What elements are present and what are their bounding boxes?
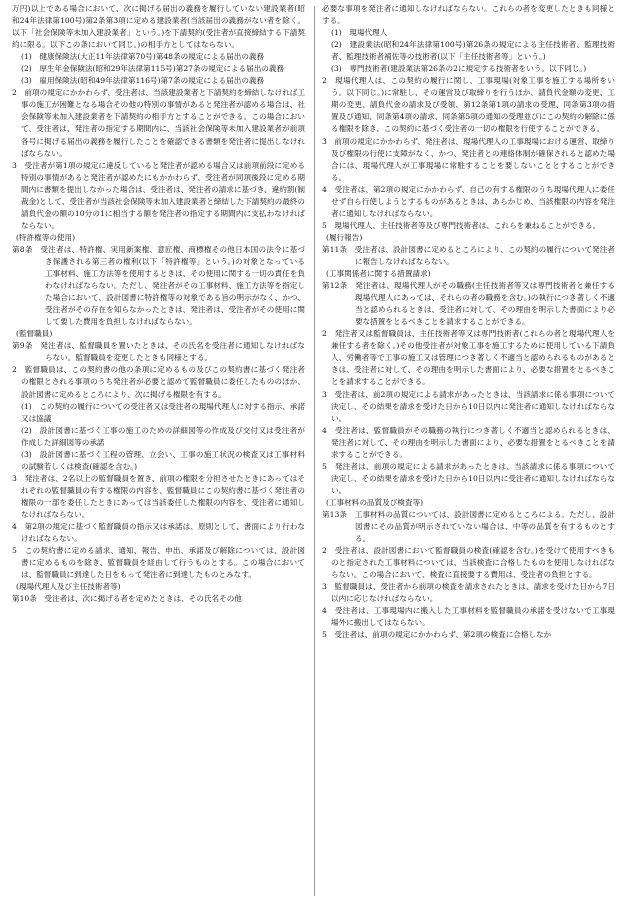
clause-paragraph: 3 監督職員は、受注者から前項の検査を請求されたときは、請求を受けた日から7日以内に応じなければならない。	[322, 582, 615, 604]
clause-paragraph: 3 受注者が第1項の規定に違反していると発注者が認める場合又は前項前段に定める特別の事情があると発注者が認めたにもかかわらず、受注者が同項後段に定める期間内に書類を提出しなかった場合は、受注者は、発注者の請求に基づき、違約罰(制裁金)として、受注者が当該社会保険等未加入建設業者と締結した下請契約の最終の請負代金の額の10分の1に相当する額を発注者の指定する期間内に支払わなければならない。	[12, 160, 305, 230]
list-item: (2) 厚生年金保険法(昭和29年法律第115号)第27条の規定による届出の義務	[21, 64, 285, 74]
article-paragraph: 第11条 受注者は、設計図書に定めるところにより、この契約の履行について発注者に報告しなければならない。	[322, 244, 615, 266]
list-item: (3) 設計図書に基づく工程の管理、立会い、工事の施工状況の検査又は工事材料の試験若しくは検査(確認を含む。)	[21, 449, 305, 471]
clause-paragraph: 2 監督職員は、この契約書の他の条項に定めるもの及びこの契約書に基づく発注者の権限とされる事項のうち発注者が必要と認めて監督職員に委任したもののほか、設計図書に定めるところにより、次に掲げる権限を有する。	[12, 365, 305, 399]
article-paragraph: 第12条 発注者は、現場代理人がその職務(主任技術者等又は専門技術者と兼任する現場代理人にあっては、それらの者の職務を含む。)の執行につき著しく不適当と認められるときは、受注者に対して、その理由を明示した書面により必要な措置をとるべきことを請求することができる。	[322, 281, 615, 327]
section-heading: (現場代理人及び主任技術者等)	[16, 582, 121, 592]
clause-paragraph: 5 現場代理人、主任技術者等及び専門技術者は、これらを兼ねることができる。	[322, 220, 601, 230]
list-item: (3) 専門技術者(建設業法第26条の2に規定する技術者をいう。以下同じ。)	[331, 64, 587, 74]
list-item: (1) 健康保険法(大正11年法律第70号)第48条の規定による届出の義務	[21, 52, 265, 62]
article-paragraph: 第13条 工事材料の品質については、設計図書に定めるところによる。ただし、設計図書にその品質が明示されていない場合は、中等の品質を有するものとする。	[322, 509, 615, 544]
article-paragraph: 第8条 受注者は、特許権、実用新案権、意匠権、商標権その他日本国の法令に基づき保護される第三者の権利(以下「特許権等」という。)の対象となっている工事材料、施工方法等を使用するときは、その使用に関する一切の責任を負わなければならない。ただし、発注者がその工事材料、施工方法等を指定した場合において、設計図書に特許権等の対象である旨の明示がなく、かつ、受注者がその存在を知らなかったときは、発注者は、受注者がその使用に関して要した費用を負担しなければならない。	[12, 244, 305, 327]
article-paragraph: 第10条 受注者は、次に掲げる者を定めたときは、その氏名その他	[12, 594, 242, 604]
clause-paragraph: 3 発注者は、2名以上の監督職員を置き、前項の権限を分担させたときにあってはそれぞれの監督職員の有する権限の内容を、監督職員にこの契約書に基づく発注者の権限の一部を委任したときにあっては当該委任した権限の内容を、受注者に通知しなければならない。	[12, 473, 305, 519]
article-paragraph: 第9条 発注者は、監督職員を置いたときは、その氏名を受注者に通知しなければならない。監督職員を変更したときも同様とする。	[12, 341, 305, 363]
clause-paragraph: 4 第2項の規定に基づく監督職員の指示又は承諾は、原則として、書面により行わなければならない。	[12, 522, 305, 544]
clause-paragraph: 2 前項の規定にかかわらず、受注者は、当該建設業者と下請契約を締結しなければ工事の施工が困難となる場合その他の特別の事情があると発注者が認める場合は、社会保険等未加入建設業者を下請契約の相手方とすることができる。この場合において、受注者は、発注者の指定する期間内に、当該社会保険等未加入建設業者が前項各号に掲げる届出の義務を履行したことを確認できる書類を発注者に提出しなければならない。	[12, 88, 305, 158]
section-heading: (工事材料の品質及び検査等)	[326, 497, 424, 507]
clause-paragraph: 4 受注者は、監督職員がその職務の執行につき著しく不適当と認められるときは、発注者に対して、その理由を明示した書面により、必要な措置をとるべきことを請求することができる。	[322, 425, 615, 459]
clause-paragraph: 2 受注者は、設計図書において監督職員の検査(確認を含む。)を受けて使用すべきものと指定された工事材料については、当該検査に合格したものを使用しなければならない。この場合において、検査に直接要する費用は、受注者の負担とする。	[322, 546, 615, 580]
list-item: (3) 雇用保険法(昭和49年法律第116号)第7条の規定による届出の義務	[21, 76, 265, 86]
section-heading: (工事関係者に関する措置請求)	[326, 269, 431, 279]
section-heading: (特許権等の使用)	[16, 232, 76, 242]
clause-paragraph: 3 前項の規定にかかわらず、発注者は、現場代理人の工事現場における運営、取締り及び権限の行使に支障がなく、かつ、発注者との連絡体制が確保されると認めた場合には、現場代理人が工事現場に常駐することを要しないこととすることができる。	[322, 136, 615, 182]
clause-paragraph: 5 この契約書に定める請求、通知、報告、申出、承諾及び解除については、設計図書に定めるものを除き、監督職員を経由して行うものとする。この場合においては、監督職員に到達した日をもって発注者に到達したものとみなす。	[12, 546, 305, 580]
list-item: (1) この契約の履行についての受注者又は受注者の現場代理人に対する指示、承諾又は協議	[21, 401, 305, 423]
list-item: (2) 建設業法(昭和24年法律第100号)第26条の規定による主任技術者、監理技術者、監理技術者補佐等の技術者(以下「主任技術者等」という。)	[331, 40, 615, 62]
clause-paragraph: 2 発注者又は監督職員は、主任技術者等又は専門技術者(これらの者と現場代理人を兼任する者を除く。)その他受注者が対象工事を施工するために使用している下請負人、労働者等で工事の施工又は管理につき著しく不適当と認められるものがあるときは、受注者に対して、その理由を明示した書面により、必要な措置をとるべきことを請求することができる。	[322, 329, 615, 387]
list-item: (2) 設計図書に基づく工事の施工のための詳細図等の作成及び交付又は受注者が作成した詳細図等の承諾	[21, 425, 305, 447]
right-column	[322, 3, 615, 901]
list-item: (1) 現場代理人	[331, 28, 388, 38]
clause-paragraph: 5 発注者は、前項の規定による請求があったときは、当該請求に係る事項について決定し、その結果を請求を受けた日から10日以内に受注者に通知しなければならない。	[322, 461, 615, 495]
clause-paragraph: 4 受注者は、工事現場内に搬入した工事材料を監督職員の承諾を受けないで工事現場外に搬出してはならない。	[322, 606, 615, 628]
clause-paragraph: 4 受注者は、第2項の規定にかかわらず、自己の有する権限のうち現場代理人に委任せず自ら行使しようとするものがあるときは、あらかじめ、当該権限の内容を発注者に通知しなければならない。	[322, 184, 615, 218]
continued-paragraph: 必要な事項を発注者に通知しなければならない。これらの者を変更したときも同様とする。	[322, 4, 615, 26]
continued-paragraph: 万円)以上である場合において、次に掲げる届出の義務を履行していない建設業者(昭和24年法律第100号)第2条第3項に定める建設業者(当該届出の義務がない者を除く。以下「社会保険等未加入建設業者」という。)を下請契約(受注者が直接締結する下請契約に限る。以下この条において同じ。)の相手方としてはならない。	[12, 4, 305, 50]
section-heading: (監督職員)	[16, 329, 53, 339]
clause-paragraph: 2 現場代理人は、この契約の履行に関し、工事現場(対象工事を施工する場所をいう。以下同じ。)に常駐し、その運営及び取締りを行うほか、請負代金額の変更、工期の変更、請負代金の請求及び受領、第12条第1項の請求の受理、同条第3項の措置及び通知、同条第4項の請求、同条第5項の通知の受理並びにこの契約の解除に係る権限を除き、この契約に基づく受注者の一切の権限を行使することができる。	[322, 76, 615, 134]
section-heading: (履行報告)	[326, 232, 363, 242]
clause-paragraph: 5 受注者は、前項の規定にかかわらず、第2項の検査に合格しなか	[322, 630, 552, 640]
left-column	[12, 3, 305, 901]
column-divider	[314, 6, 315, 896]
clause-paragraph: 3 受注者は、前2項の規定による請求があったときは、当該請求に係る事項について決定し、その結果を請求を受けた日から10日以内に発注者に通知しなければならない。	[322, 389, 615, 423]
